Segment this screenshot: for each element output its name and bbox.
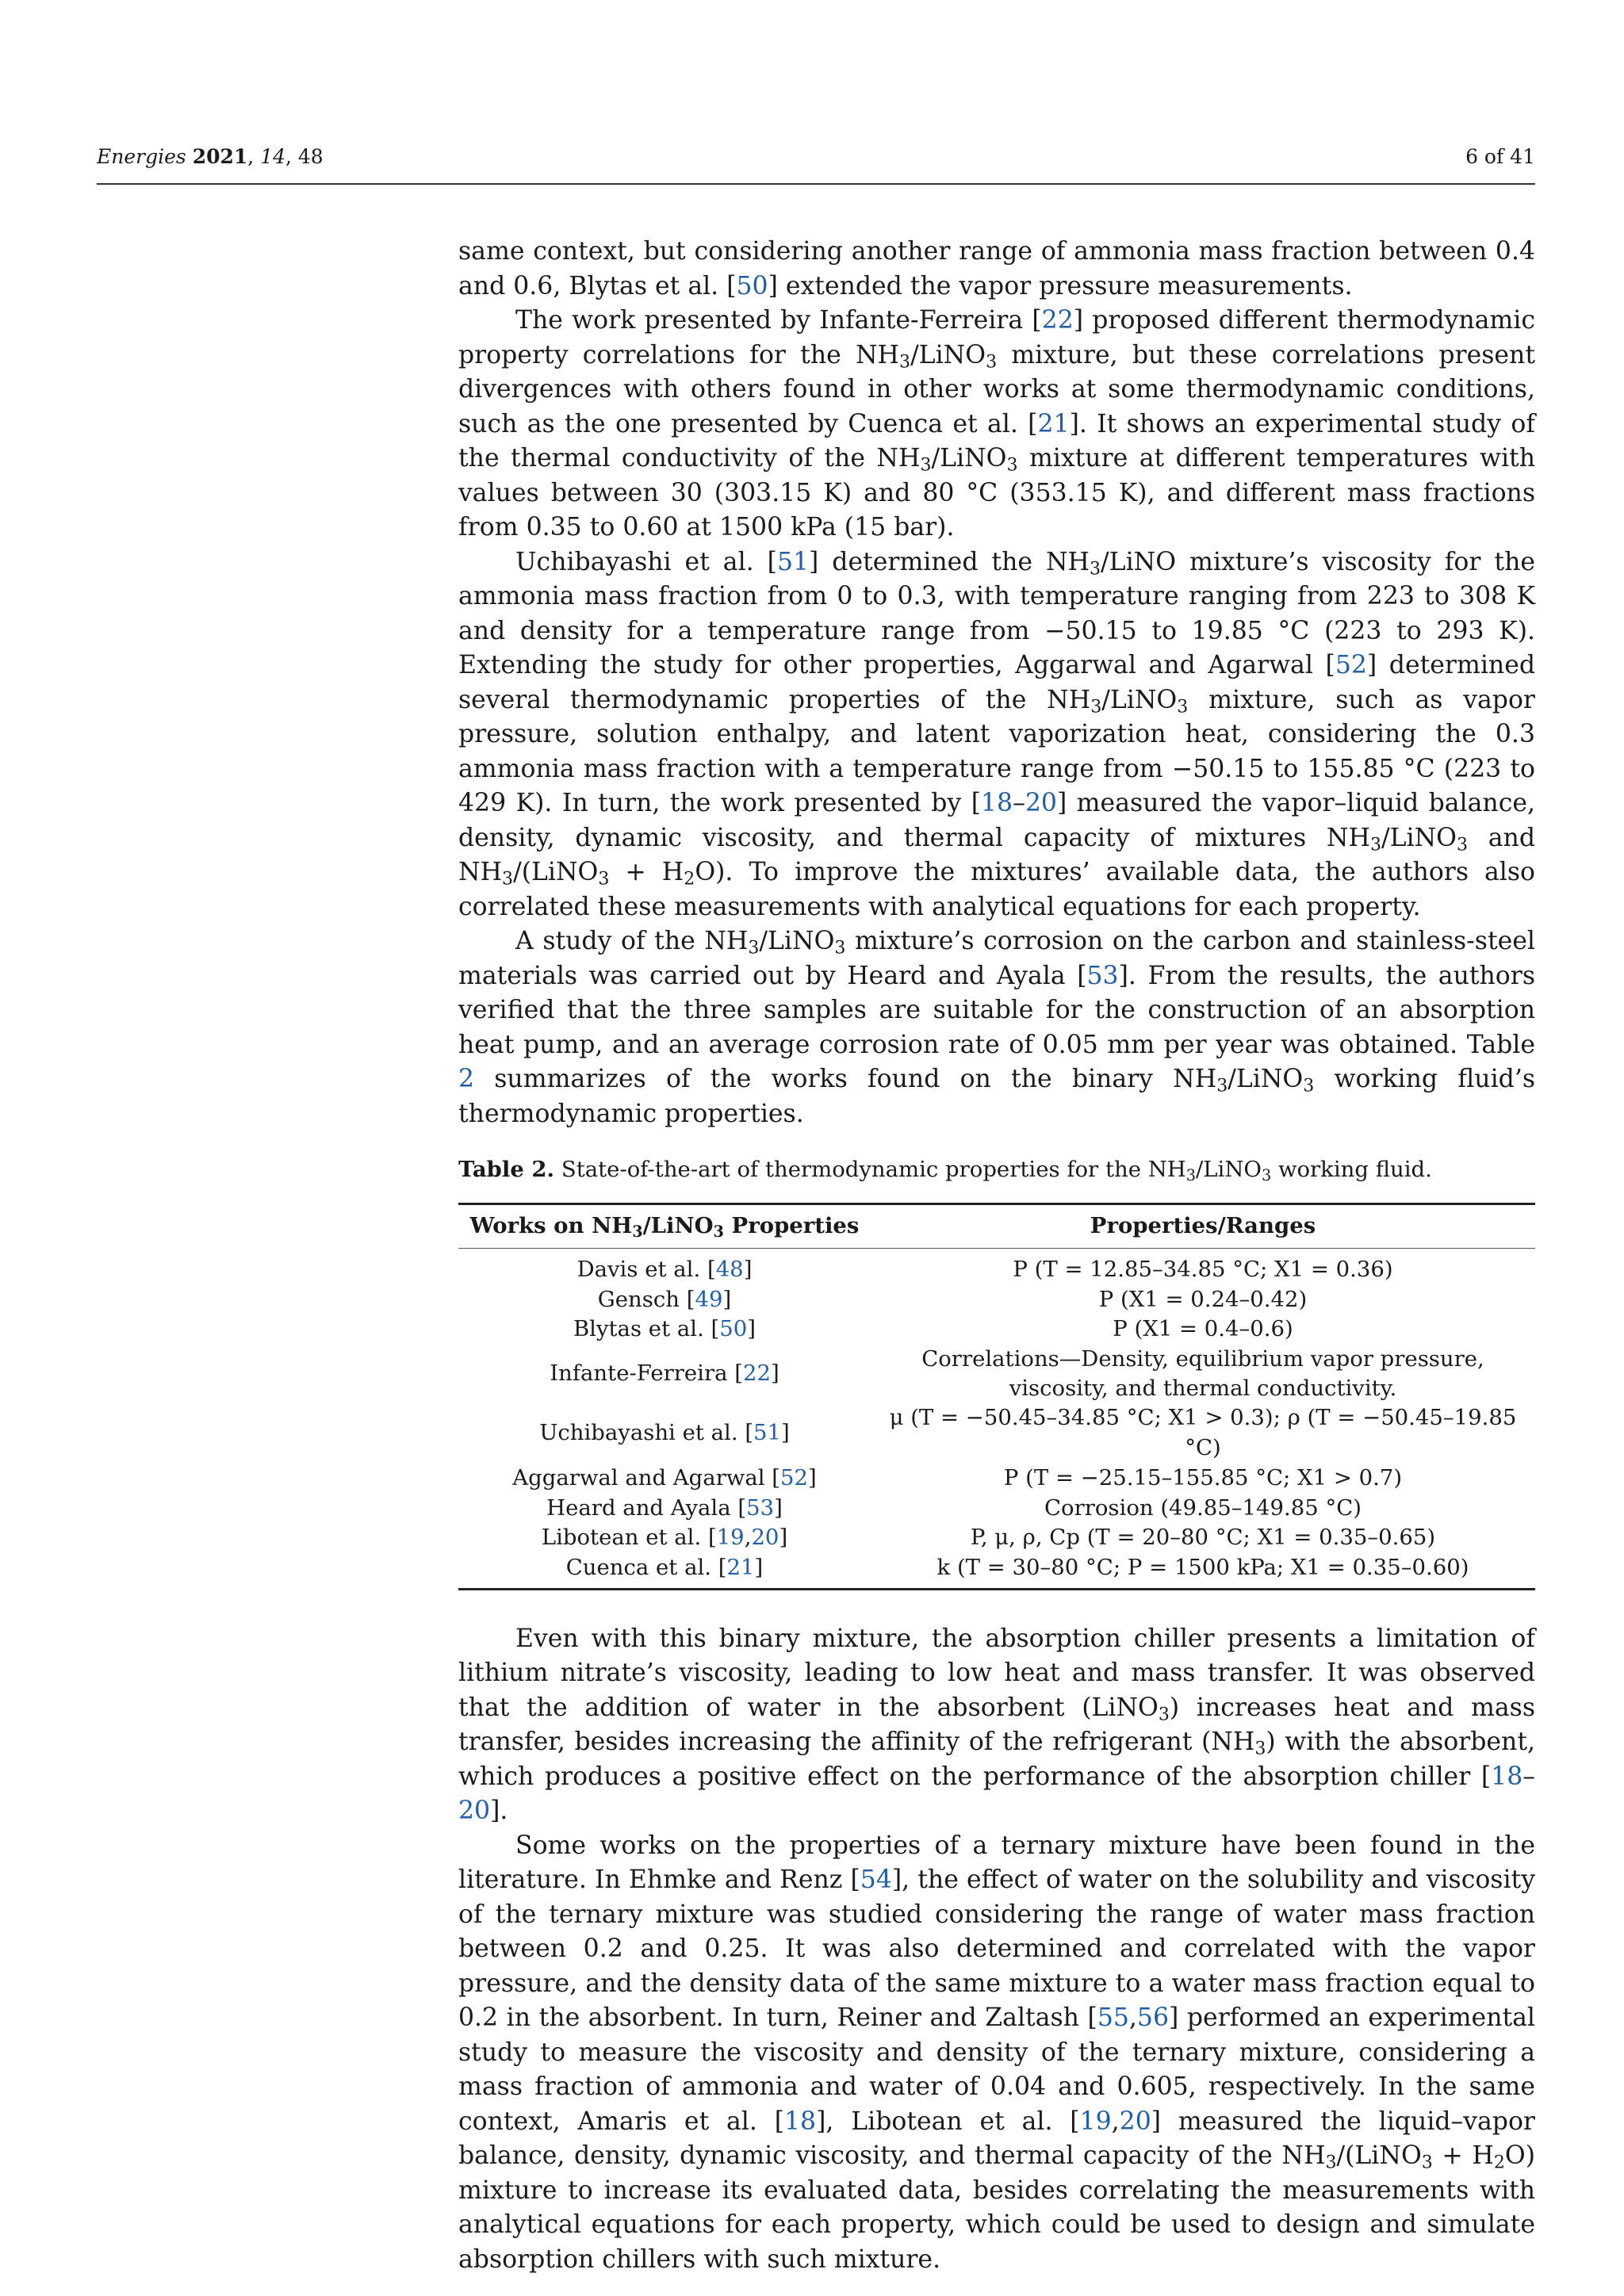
citation-link[interactable]: 51 — [753, 1420, 782, 1446]
subscript: 2 — [684, 869, 695, 890]
text: same context, but considering another range of ammonia mass fraction between 0.4 and 0.6, Blytas et al. [ — [458, 237, 1535, 300]
properties-cell: P (T = −25.15–155.85 °C; X1 > 0.7) — [1003, 1464, 1403, 1490]
text: ] — [781, 1420, 790, 1446]
subscript: 2 — [1493, 2152, 1505, 2173]
work-cell — [458, 1285, 871, 1315]
page-number: 6 of 41 — [1465, 145, 1535, 168]
page-header — [97, 145, 1535, 185]
paragraph-4 — [458, 924, 1535, 1131]
citation-link[interactable]: 20 — [458, 1797, 491, 1826]
text: /LiNO — [1228, 1065, 1304, 1093]
text: /LiNO — [1196, 1157, 1262, 1182]
subscript: 3 — [1185, 1165, 1197, 1184]
text: – — [1522, 1762, 1535, 1791]
subscript: 3 — [920, 455, 932, 476]
work-cell — [458, 1464, 871, 1494]
subscript: 3 — [598, 869, 610, 890]
citation-link[interactable]: 20 — [751, 1525, 779, 1551]
header-divider — [97, 183, 1535, 185]
text: ) increases heat and mass transfer, besides increasing the affinity of the refrigerant (NH — [458, 1693, 1535, 1757]
text: viscosity, and thermal conductivity. — [1009, 1376, 1397, 1402]
table-row — [458, 1248, 1535, 1284]
text: mixture, but these correlations present divergences with others found in other works at some thermodynamic conditions, such as the one presented by Cuenca et al. [ — [458, 340, 1536, 438]
text: , — [744, 1525, 752, 1551]
subscript: 3 — [713, 1222, 724, 1241]
column-header-works — [458, 1204, 871, 1249]
text: Correlations—Density, equilibrium vapor pressure, — [921, 1346, 1484, 1372]
table-row — [458, 1494, 1535, 1524]
work-cell — [458, 1553, 871, 1589]
citation-link[interactable]: 53 — [1086, 961, 1119, 990]
text: O) mixture to increase its evaluated data, besides correlating the measurements with analytical equations for each property, which could be used to design and simulate absorption chillers with such mixture. — [458, 2141, 1536, 2274]
text: summarizes of the works found on the binary NH — [474, 1065, 1217, 1093]
text: Works on NH — [469, 1213, 633, 1238]
citation-link[interactable]: 51 — [776, 547, 810, 576]
subscript: 3 — [1456, 835, 1468, 855]
text: mixture, such as vapor pressure, solution enthalpy, and latent vaporization heat, considering the 0.3 ammonia mass fraction with a temperature range from −50.15 to 155.85 °C (223 to 429 K). In turn, the work presented by [ — [458, 685, 1535, 817]
properties-cell: P (X1 = 0.4–0.6) — [1113, 1316, 1293, 1342]
journal-citation: Energies 2021, 14, 48 — [97, 145, 324, 168]
subscript: 3 — [1090, 697, 1102, 717]
work-cell — [458, 1494, 871, 1524]
text: ] — [770, 1360, 779, 1387]
subscript: 3 — [632, 1222, 643, 1241]
citation-link[interactable]: 20 — [1119, 2107, 1151, 2136]
text: Uchibayashi et al. [ — [539, 1420, 754, 1446]
properties-cell: P (T = 12.85–34.85 °C; X1 = 0.36) — [1013, 1256, 1393, 1282]
text: Infante-Ferreira [ — [550, 1360, 743, 1387]
citation-link[interactable]: 48 — [715, 1256, 744, 1282]
text: , — [1111, 2107, 1120, 2136]
journal-volume: 14 — [260, 145, 285, 168]
text: ] measured the vapor–liquid balance, density, dynamic viscosity, and thermal capacity of mixtures NH — [458, 789, 1535, 852]
properties-cell — [871, 1345, 1535, 1403]
paragraph-1 — [458, 235, 1535, 304]
article-body — [458, 235, 1535, 2277]
text: ] — [808, 1464, 817, 1490]
text: A study of the NH — [515, 927, 749, 955]
text: Heard and Ayala [ — [546, 1494, 747, 1521]
text: /LiNO — [642, 1213, 714, 1238]
citation-link[interactable]: 56 — [1136, 2003, 1170, 2033]
subscript: 3 — [748, 938, 760, 959]
properties-cell: k (T = 30–80 °C; P = 1500 kPa; X1 = 0.35–0.60) — [871, 1553, 1535, 1589]
text: mixture’s corrosion on the carbon and stainless-steel materials was carried out by Heard and Ayala [ — [458, 927, 1535, 990]
text: Libotean et al. [ — [541, 1525, 717, 1551]
citation-link[interactable]: 52 — [780, 1464, 808, 1490]
text: /LiNO — [910, 340, 986, 369]
column-header-properties: Properties/Ranges — [871, 1204, 1535, 1249]
subscript: 3 — [899, 352, 911, 372]
text: mixture at different temperatures with values between 30 (303.15 K) and 80 °C (353.15 K), and different mass fractions from 0.35 to 0.60 at 1500 kPa (15 bar). — [458, 444, 1535, 541]
text: – — [1013, 789, 1025, 817]
text: ] — [722, 1286, 732, 1312]
table-label: Table 2. — [458, 1157, 555, 1182]
citation-link[interactable]: 52 — [1335, 651, 1367, 679]
work-cell — [458, 1523, 871, 1553]
subscript: 3 — [986, 352, 998, 372]
text: ]. From the results, the authors verified that the three samples are suitable for the construction of an absorption heat pump, and an average corrosion rate of 0.05 mm per year was obtained. Table — [458, 961, 1535, 1059]
text: Cuenca et al. [ — [565, 1555, 727, 1581]
table-link[interactable]: 2 — [458, 1065, 475, 1093]
citation-link[interactable]: 18 — [981, 789, 1013, 817]
subscript: 3 — [1177, 697, 1189, 717]
text: /LiNO mixture’s viscosity for the ammonia mass fraction from 0 to 0.3, with temperature ranging from 223 to 308 K and density for a temperature range from −50.15 to 19.85 °C (223 to 293 K). Extending the study for other properties, Aggarwal and Agarwal [ — [458, 547, 1536, 679]
text: ] determined several thermodynamic properties of the NH — [458, 651, 1535, 714]
work-cell — [458, 1345, 871, 1403]
table-row — [458, 1314, 1535, 1345]
properties-table — [458, 1203, 1535, 1590]
citation-link[interactable]: 50 — [736, 271, 768, 300]
table-header-row — [458, 1204, 1535, 1249]
citation-link[interactable]: 18 — [784, 2107, 817, 2136]
text: ] proposed different thermodynamic property correlations for the NH — [458, 306, 1535, 369]
text: ], Libotean et al. [ — [816, 2107, 1080, 2136]
text: ] performed an experimental study to measure the viscosity and density of the ternary mixture, considering a mass fraction of ammonia and water of 0.04 and 0.605, respectively. In the same context, Amaris et al. [ — [458, 2003, 1535, 2136]
table-row — [458, 1285, 1535, 1315]
citation-link[interactable]: 22 — [742, 1360, 771, 1387]
subscript: 3 — [1261, 1165, 1272, 1184]
citation-link[interactable]: 18 — [1491, 1762, 1523, 1791]
citation-link[interactable]: 53 — [746, 1494, 775, 1521]
properties-cell: Corrosion (49.85–149.85 °C) — [1044, 1494, 1362, 1521]
table-row — [458, 1464, 1535, 1494]
text: ]. It shows an experimental study of the thermal conductivity of the NH — [458, 409, 1535, 473]
subscript: 3 — [502, 869, 514, 890]
text: State-of-the-art of thermodynamic properties for the NH — [554, 1157, 1186, 1182]
text: ] determined the NH — [809, 547, 1090, 576]
text: /LiNO — [931, 444, 1007, 473]
citation-link[interactable]: 21 — [1037, 409, 1070, 438]
journal-year: 2021 — [192, 145, 248, 168]
text: Even with this binary mixture, the absorption chiller presents a limitation of lithium nitrate’s viscosity, leading to low heat and mass transfer. It was observed that the addition of water in the absorbent (LiNO — [458, 1624, 1535, 1722]
text: ] — [779, 1525, 788, 1551]
citation-link[interactable]: 55 — [1097, 2003, 1129, 2033]
citation-link[interactable]: 21 — [726, 1555, 755, 1581]
text: working fluid. — [1271, 1157, 1432, 1182]
subscript: 3 — [1325, 2152, 1337, 2173]
work-cell — [458, 1248, 871, 1284]
paragraph-3 — [458, 545, 1535, 925]
text: /LiNO — [1101, 685, 1178, 714]
table-caption — [458, 1155, 1535, 1184]
text: Aggarwal and Agarwal [ — [512, 1464, 780, 1490]
subscript: 3 — [1303, 1076, 1315, 1096]
subscript: 3 — [834, 938, 846, 959]
journal-name: Energies — [97, 145, 186, 168]
text: /(LiNO — [1336, 2141, 1422, 2171]
citation-link[interactable]: 50 — [719, 1316, 748, 1342]
text: + H — [609, 858, 684, 886]
paragraph-5 — [458, 1622, 1535, 1829]
text: and NH — [458, 823, 1536, 886]
text: ] — [774, 1494, 783, 1521]
table-row — [458, 1403, 1535, 1464]
citation-link[interactable]: 19 — [1079, 2107, 1112, 2136]
article-number: 48 — [297, 145, 324, 168]
text: , — [1128, 2003, 1137, 2033]
properties-cell: P (X1 = 0.24–0.42) — [1098, 1286, 1308, 1312]
text: /(LiNO — [513, 858, 599, 886]
subscript: 3 — [1006, 455, 1018, 476]
subscript: 3 — [1158, 1705, 1170, 1725]
properties-cell: μ (T = −50.45–34.85 °C; X1 > 0.3); ρ (T = −50.45–19.85 °C) — [889, 1405, 1517, 1460]
text: Davis et al. [ — [576, 1256, 716, 1282]
text: ) with the absorbent, which produces a positive effect on the performance of the absorption chiller [ — [458, 1728, 1535, 1791]
citation-link[interactable]: 19 — [716, 1525, 745, 1551]
table-row — [458, 1345, 1535, 1403]
citation-link[interactable]: 22 — [1041, 306, 1074, 335]
text: ], the effect of water on the solubility and viscosity of the ternary mixture was studied considering the range of water mass fraction between 0.2 and 0.25. It was also determined and correlated with the vapor pressure, and the density data of the same mixture to a water mass fraction equal to 0.2 in the absorbent. In turn, Reiner and Zaltash [ — [458, 1866, 1536, 2033]
text: Properties — [723, 1213, 860, 1238]
work-cell — [458, 1403, 871, 1464]
text: ] — [754, 1555, 764, 1581]
properties-cell: P, μ, ρ, Cp (T = 20–80 °C; X1 = 0.35–0.65) — [970, 1525, 1436, 1551]
paragraph-6 — [458, 1829, 1535, 2278]
text: Blytas et al. [ — [573, 1316, 720, 1342]
text: /LiNO — [759, 927, 835, 955]
text: Uchibayashi et al. [ — [515, 547, 777, 576]
text: Some works on the properties of a ternary mixture have been found in the literature. In Ehmke and Renz [ — [458, 1831, 1535, 1895]
text: ] — [743, 1256, 753, 1282]
text: ] extended the vapor pressure measurements. — [768, 271, 1353, 300]
subscript: 3 — [1369, 835, 1381, 855]
text: Gensch [ — [597, 1286, 695, 1312]
paragraph-2 — [458, 304, 1535, 545]
text: ]. — [490, 1797, 508, 1826]
text: + H — [1432, 2141, 1494, 2171]
text: The work presented by Infante-Ferreira [ — [515, 306, 1042, 335]
subscript: 3 — [1421, 2152, 1433, 2173]
text: working fluid’s thermodynamic properties. — [458, 1065, 1535, 1128]
text: ] — [747, 1316, 756, 1342]
text: /LiNO — [1381, 823, 1457, 852]
citation-link[interactable]: 49 — [695, 1286, 723, 1312]
subscript: 3 — [1254, 1739, 1266, 1759]
citation-link[interactable]: 20 — [1025, 789, 1057, 817]
citation-link[interactable]: 54 — [860, 1866, 892, 1895]
table-row — [458, 1523, 1535, 1553]
work-cell — [458, 1314, 871, 1345]
table-row — [458, 1553, 1535, 1589]
subscript: 3 — [1216, 1076, 1228, 1096]
subscript: 3 — [1090, 559, 1101, 579]
text: O). To improve the mixtures’ available data, the authors also correlated these measurements with analytical equations for each property. — [458, 858, 1536, 921]
text: ] measured the liquid–vapor balance, density, dynamic viscosity, and thermal capacity of the NH — [458, 2107, 1535, 2171]
